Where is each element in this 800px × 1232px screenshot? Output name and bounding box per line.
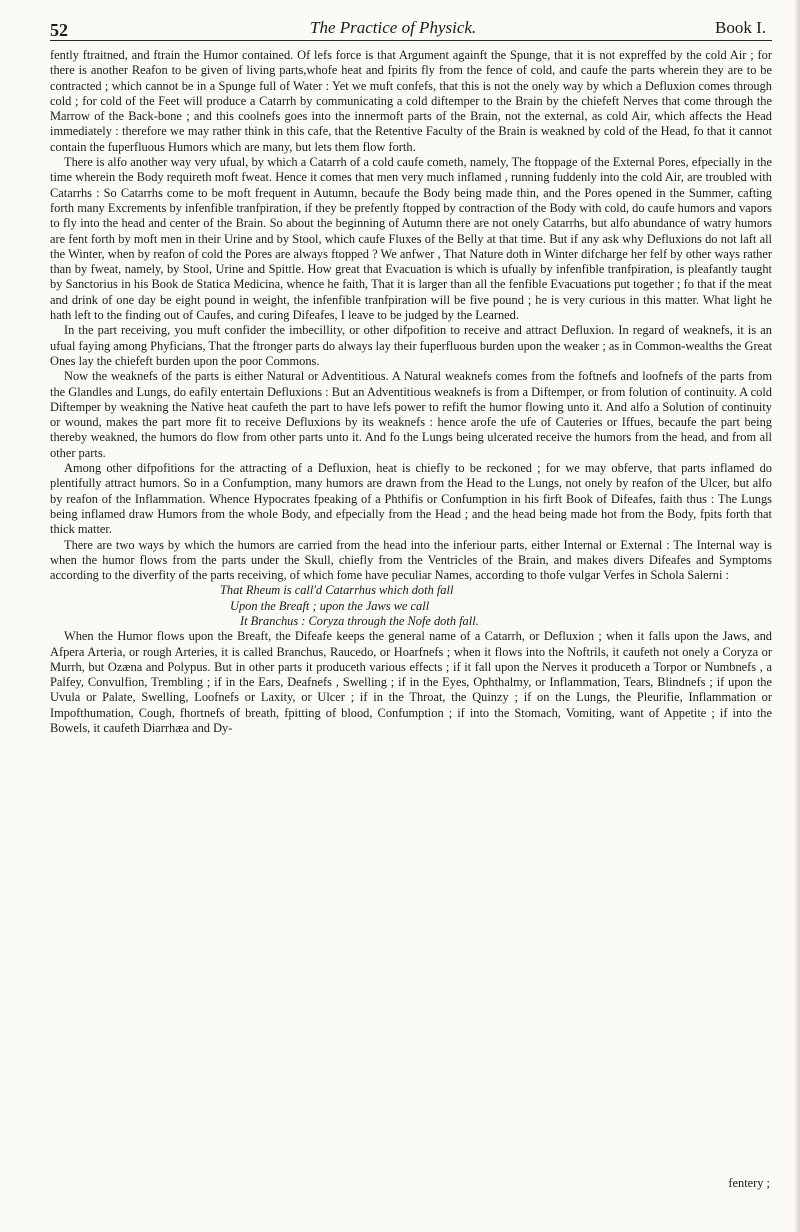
paragraph: fently ftraitned, and ftrain the Humor contained. Of lefs force is that Argument againft the Spunge, that it is not expreffed by the cold Air ; for there is another Reafon to be given of living parts,whofe heat and fpirits fly from the fence of cold, and caufe the parts wherein they are to be contracted ; which cannot be in a Spunge full of Water : Yet we muft confefs, that this is not the onely way by which a Defluxion comes through cold ; for cold of the Feet will produce a Catarrh by communicating a cold diftemper to the Brain by the chiefeft Nerves that come through the Marrow of the Back-bone ; and this coolnefs goes into the innermoft parts of the Brain, not the external, as cold Air, which affects the Head immediately : therefore we may rather think in this cafe, that the Retentive Faculty of the Brain is weakned by cold of the Head, fo that it cannot contain the fuperfluous Humors which are many, but lets them flow forth. bbox=[50, 48, 772, 154]
paragraph: In the part receiving, you muft confider the imbecillity, or other difpofition to receive and attract Defluxion. In regard of weaknefs, it is an ufual faying among Phyficians, That the ftronger parts do always lay their fuperfluous burden upon the weaker ; as in Common-wealths the Great Ones lay the chiefeft burden upon the poor Commons. bbox=[50, 323, 773, 368]
verse-line: That Rheum is call'd Catarrhus which doth fall bbox=[220, 583, 454, 598]
verse-line: It Branchus : Coryza through the Nofe doth fall. bbox=[240, 613, 479, 628]
page-fold-shadow bbox=[794, 0, 800, 1232]
paragraph: When the Humor flows upon the Breaft, the Difeafe keeps the general name of a Catarrh, or Defluxion ; when it falls upon the Jaws, and Afpera Arteria, or rough Arteries, it is called Branchus, Raucedo, or Hoarfnefs ; when it flows into the Noftrils, it caufeth not onely a Coryza or Murrh, but Ozæna and Polypus. But in other parts it produceth various effects ; if it fall upon the Nerves it produceth a Torpor or Numbnefs , a Palfey, Convulfion, Trembling ; if in the Ears, Deafnefs , Swelling ; if in the Eyes, Ophthalmy, or Inflammation, Tears, Blindnefs ; if upon the Uvula or Palate, Swelling, Loofnefs or Laxity, or Ulcer ; if in the Throat, the Quinzy ; if on the Lungs, the Pleurifie, Inflammation or Impofthumation, Cough, fhortnefs of breath, fpitting of blood, Confumption ; if into the Stomach, Vomiting, want of Appetite ; if into the Bowels, it caufeth Diarrhæa and Dy- bbox=[50, 629, 772, 736]
body-text bbox=[50, 48, 772, 736]
paragraph: Among other difpofitions for the attracting of a Defluxion, heat is chiefly to be reckoned ; for we may obferve, that parts inflamed do plentifully attract humors. So in a Confumption, many humors are drawn from the Head to the Lungs, not onely by reafon of the Ulcer, but alfo by reafon of the Inflammation. Whence Hypocrates fpeaking of a Phthifis or Confumption in his firft Book of Difeafes, faith thus : The Lungs being inflamed draw Humors from the whole Body, and efpecially from the Head ; and the head being made hot from the Body, fpits forth that thick matter. bbox=[50, 461, 772, 537]
paragraph: Now the weaknefs of the parts is either Natural or Adventitious. A Natural weaknefs comes from the foftnefs and loofnefs of the parts from the Glandles and Lungs, do eafily entertain Defluxions : But an Adventitious weaknefs is from a Diftemper, or from folution of continuity. A cold Diftemper by weakning the Native heat caufeth the part to have lefs power to refift the humor flowing unto it. And alfo a Solution of continuity or wound, makes the part more fit to receive Defluxions by its weaknefs : hence arofe the ufe of Cauteries or Iffues, becaufe the part being thereby weakned, the humors do flow from other parts unto it. And fo the Lungs being ulcerated receive the humors from the head, and from all other parts. bbox=[50, 369, 772, 460]
paragraph: There are two ways by which the humors are carried from the head into the inferiour parts, either Internal or External : The Internal way is when the humor flows from the parts under the Skull, chiefly from the Ventricles of the Brain, and makes divers Difeafes and Symptoms according to the diverfity of the parts receiving, of which fome have peculiar Names, according to thofe vulgar Verfes in Schola Salerni : bbox=[50, 537, 772, 583]
paragraph: There is alfo another way very ufual, by which a Catarrh of a cold caufe cometh, namely, The ftoppage of the External Pores, efpecially in the time wherein the Body requireth moft fweat. Hence it comes that men very much inflamed , running fuddenly into the cold Air, are troubled with Catarrhs : So Catarrhs come to be moft frequent in Autumn, becaufe the Body being made thin, and the Pores opened in the Summer, cafting forth many Excrements by infenfible tranfpiration, if they be prefently ftopped by contraction of the Body with cold, do caufe humors and vapors to fly into the head and center of the Brain. So about the beginning of Autumn there are not onely Catarrhs, but alfo abundance of watry humors are fent forth by moft men in their Urine and by Stool, which caufe Fluxes of the Belly at that time. But if any ask why Defluxions do not laft all the Winter, when by reafon of cold the Pores are always ftopped ? We anfwer , That Nature doth in Winter difcharge her felf by other ways rather than by fweat, namely, by Stool, Urine and Spittle. How great that Evacuation is which is ufually by infenfible tranfpiration, is pleafantly taught by Sanctorius in his Book de Statica Medicina, whence he faith, That it is larger than all the fenfible Evacuations put together ; fo that if the meat and drink of one day be eight pound in weight, the infenfible tranfpiration will be five pound ; he is very curious in this matter. What light he hath left to the finding out of Caufes, and curing Difeafes, I leave to be judged by the Learned. bbox=[50, 155, 772, 323]
verse-block bbox=[220, 583, 772, 629]
book-label: Book I. bbox=[715, 18, 766, 37]
header-rule bbox=[50, 40, 772, 41]
page-number: 52 bbox=[50, 20, 68, 40]
catchword: fentery ; bbox=[728, 1176, 770, 1190]
page-header bbox=[50, 14, 772, 42]
running-title: The Practice of Physick. bbox=[310, 18, 477, 37]
verse-line: Upon the Breaft ; upon the Jaws we call bbox=[230, 598, 430, 613]
